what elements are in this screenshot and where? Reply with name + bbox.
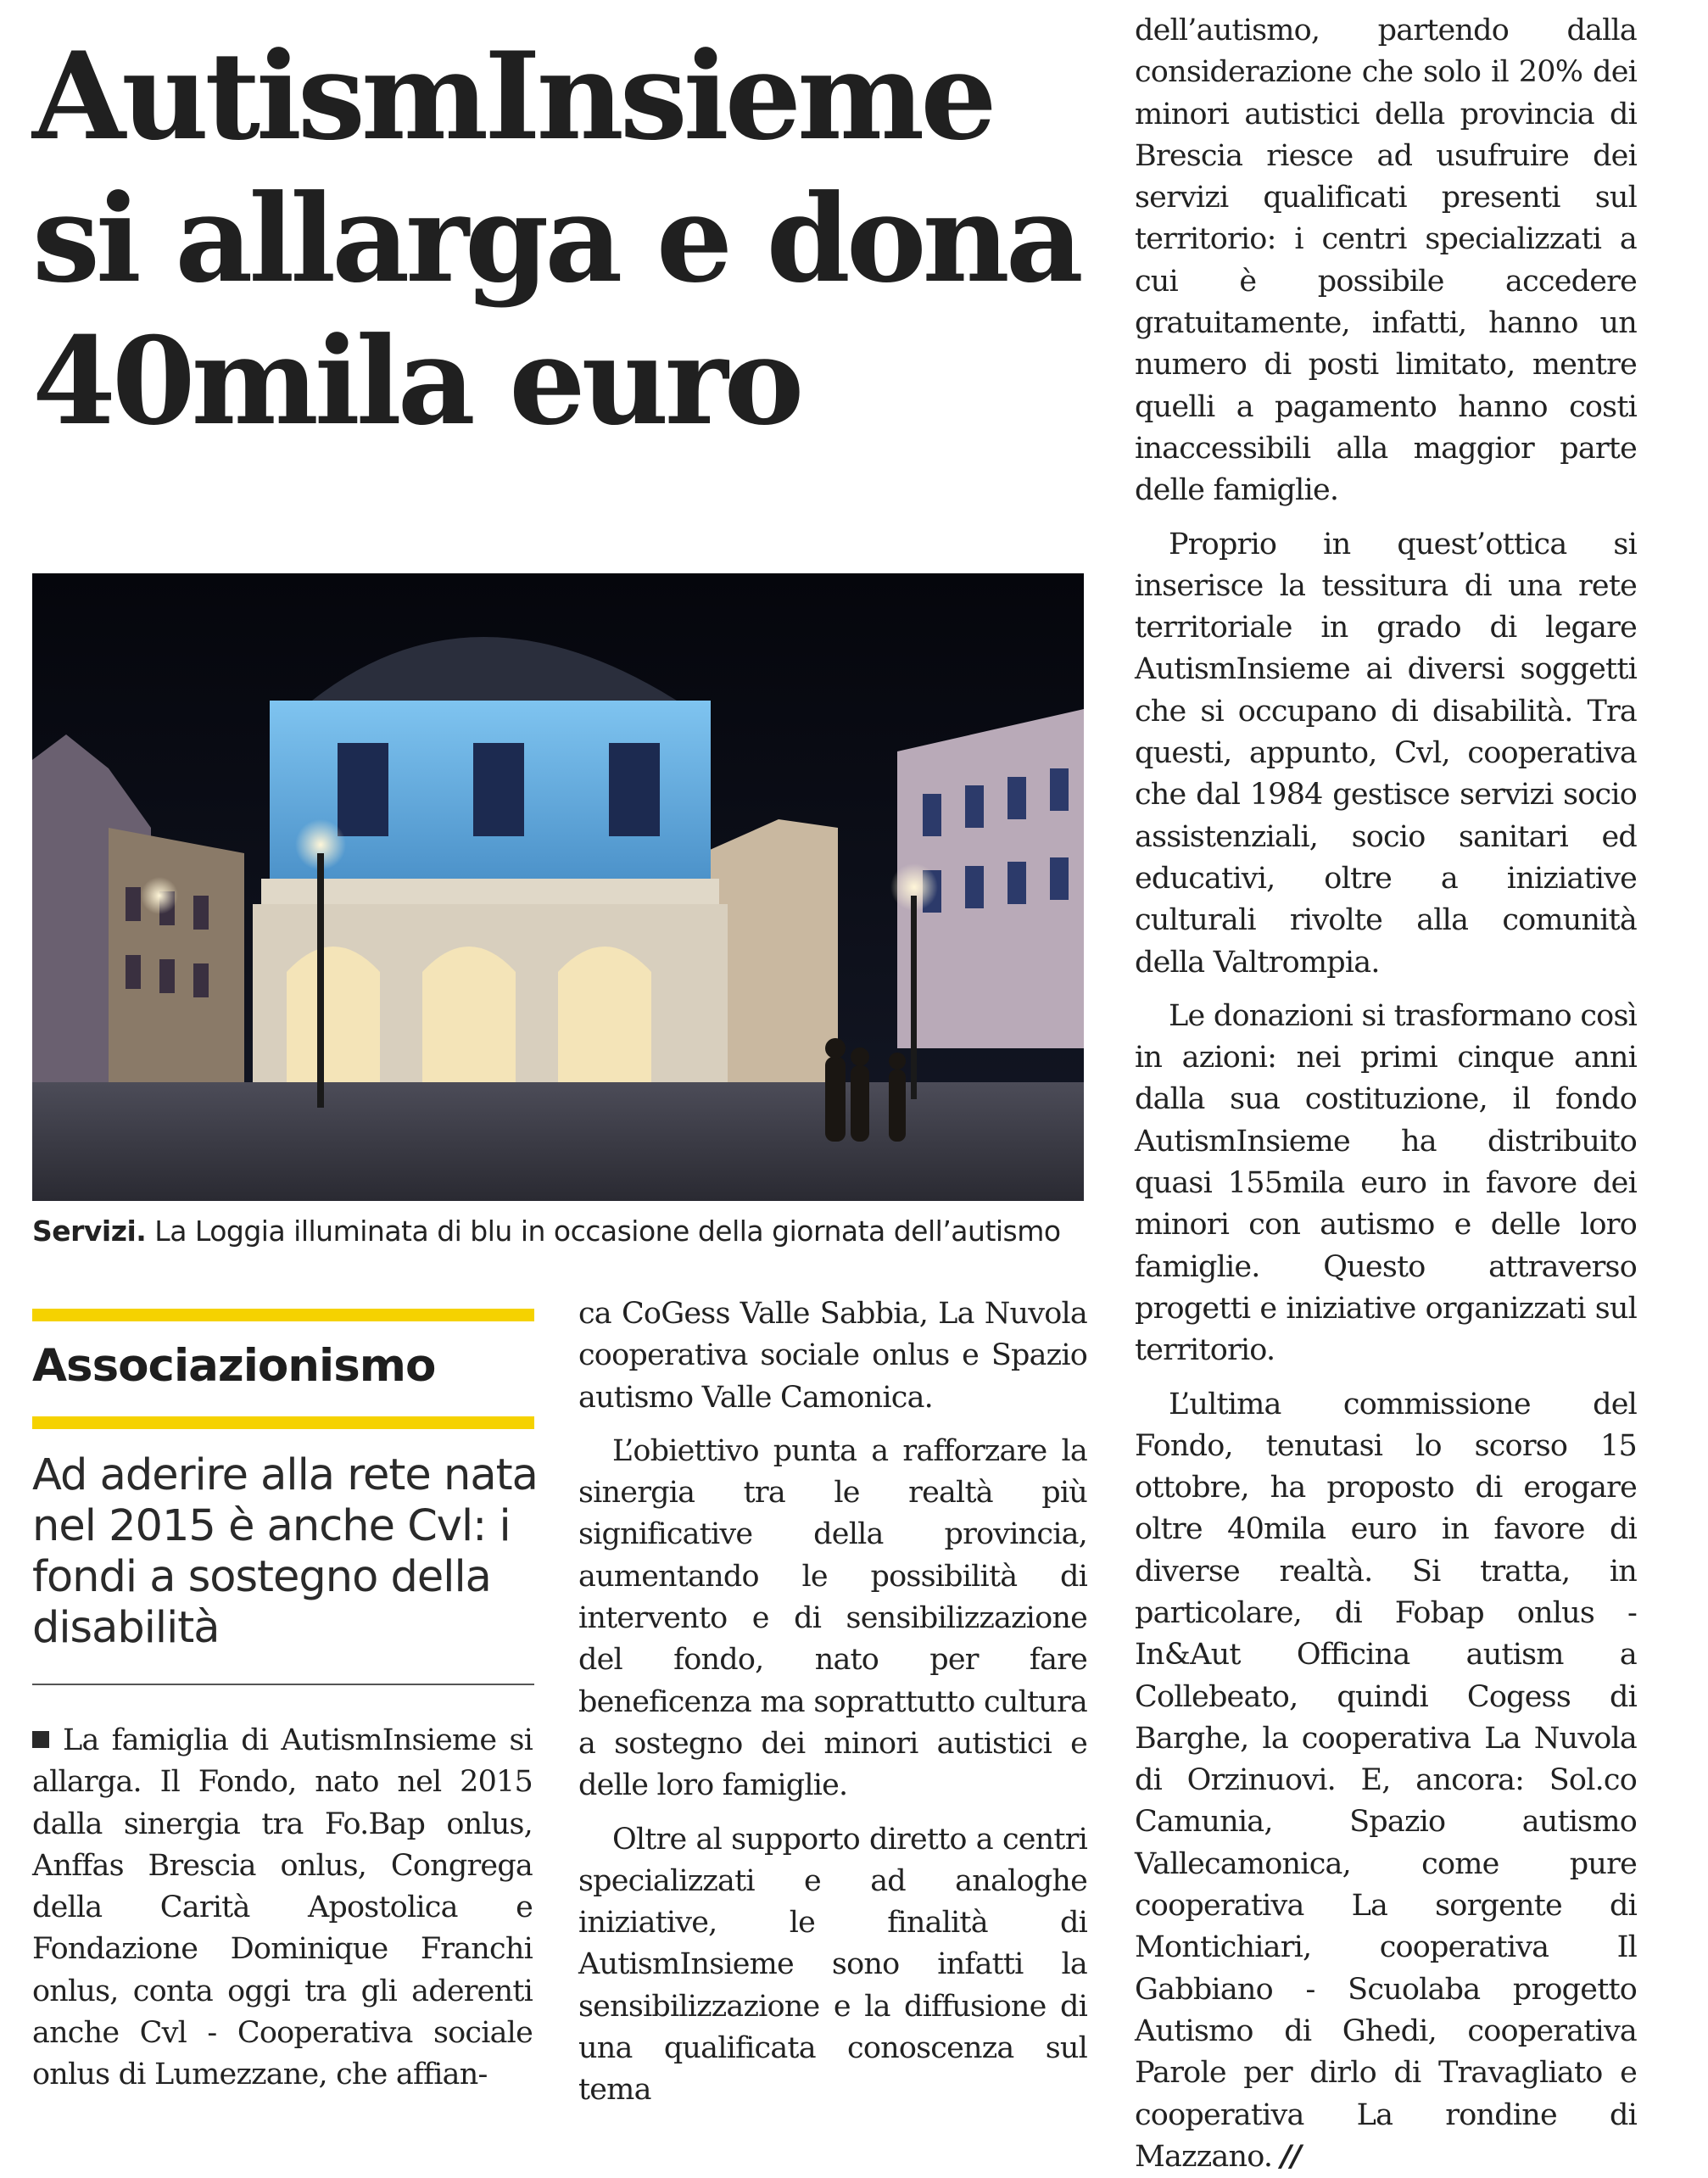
column1-paragraph — [32, 1720, 533, 2097]
caption-label: Servizi. — [32, 1215, 146, 1248]
square-bullet-icon — [32, 1731, 49, 1748]
caption-text: La Loggia illuminata di blu in occasione della giornata dell’autismo — [146, 1215, 1060, 1248]
article-column-2 — [578, 1293, 1087, 2112]
loggia-photo-icon — [32, 573, 1084, 1201]
column3-paragraph-2: Proprio in quest’ottica si inserisce la tessitura di una rete territoriale in grado di legare AutismInsieme ai diversi soggetti che si occupano di disabilità. Tra questi, appunto, Cvl, cooperativa che dal 1984 gestisce servizi socio assistenziali, socio sanitari ed educativi, oltre a iniziative culturali rivolte alla comunità della Valtrompia. — [1135, 524, 1637, 984]
column2-paragraph-3: Oltre al supporto diretto a centri specializzati e ad analoghe iniziative, le finalità di AutismInsieme sono infatti la sensibilizzazione e la diffusione di una qualificata conoscenza sul tema — [578, 1819, 1087, 2112]
column3-paragraph-4-text: L’ultima commissione del Fondo, tenutasi lo scorso 15 ottobre, ha proposto di erogare oltre 40mila euro in favore di diverse realtà. Si tratta, in particolare, di Fobap onlus - In&Aut Officina autism a Collebeato, quindi Cogess di Barghe, la cooperativa La Nuvola di Orzinuovi. E, ancora: Sol.co Camunia, Spazio autismo Vallecamonica, come pure cooperativa La sorgente di Montichiari, cooperativa Il Gabbiano - Scuolaba progetto Autismo di Ghedi, cooperativa Parole per dirlo di Travagliato e cooperativa La rondine di Mazzano. — [1135, 1388, 1637, 2174]
column2-paragraph-2: L’obiettivo punta a rafforzare la sinergia tra le realtà più significative della provincia, aumentando le possibilità di intervento e di sensibilizzazione del fondo, nato per fare beneficenza ma soprattutto cultura a sostegno dei minori autistici e delle loro famiglie. — [578, 1431, 1087, 1807]
article-column-3 — [1135, 10, 1637, 2178]
column2-paragraph-1: ca CoGess Valle Sabbia, La Nuvola cooperativa sociale onlus e Spazio autismo Valle Camonica. — [578, 1293, 1087, 1419]
column3-paragraph-1: dell’autismo, partendo dalla considerazione che solo il 20% dei minori autistici della provincia di Brescia riesce ad usufruire dei servizi qualificati presenti sul territorio: i centri specializzati a cui è possibile accedere gratuitamente, infatti, hanno un numero di posti limitato, mentre quelli a pagamento hanno costi inaccessibili alla maggior parte delle famiglie. — [1135, 10, 1637, 512]
column3-paragraph-3: Le donazioni si trasformano così in azioni: nei primi cinque anni dalla sua costituzione, il fondo AutismInsieme ha distribuito quasi 155mila euro in favore dei minori con autismo e delle loro famiglie. Questo attraverso progetti e iniziative organizzati sul territorio. — [1135, 996, 1637, 1372]
loggia-photo — [32, 573, 1084, 1201]
section-label: Associazionismo — [32, 1338, 435, 1394]
subheadline: Ad aderire alla rete nata nel 2015 è anche Cvl: i fondi a sostegno della disabilità — [32, 1450, 541, 1654]
article-end-mark: // — [1281, 2140, 1301, 2174]
article-column-1 — [32, 1720, 533, 2097]
subhead-divider — [32, 1684, 534, 1685]
headline-line-3: 40mila euro — [32, 310, 1075, 453]
headline-line-2: si allarga e dona — [32, 168, 1075, 310]
section-bottom-rule — [32, 1416, 534, 1429]
photo-caption — [32, 1213, 1092, 1250]
headline — [32, 25, 1075, 453]
section-top-rule — [32, 1309, 534, 1321]
column3-paragraph-4 — [1135, 1384, 1637, 2178]
column1-paragraph-text: La famiglia di AutismInsieme si allarga. Il Fondo, nato nel 2015 dalla sinergia tra Fo.Bap onlus, Anffas Brescia onlus, Congrega della Carità Apostolica e Fondazione Dominique Franchi onlus, conta oggi tra gli aderenti anche Cvl - Cooperativa sociale onlus di Lumezzane, che affian- — [32, 1723, 533, 2091]
headline-line-1: AutismInsieme — [32, 25, 1075, 168]
